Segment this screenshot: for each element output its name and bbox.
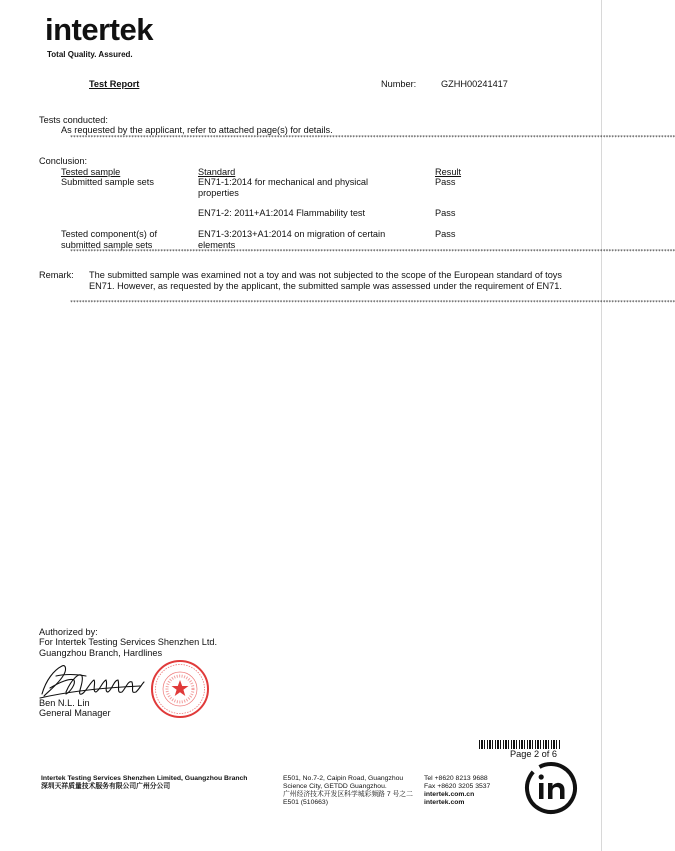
- tests-conducted-text: As requested by the applicant, refer to attached page(s) for details.: [61, 125, 333, 135]
- row1-result: Pass: [435, 177, 456, 187]
- footer-address-line3: 广州经济技术开发区科学城彩频路 7 号之二: [283, 791, 413, 798]
- report-number: GZHH00241417: [441, 79, 508, 89]
- logo-tagline: Total Quality. Assured.: [47, 50, 133, 59]
- remark-text: The submitted sample was examined not a toy and was not subjected to the scope of the European standard of toys EN71. However, as requested by the applicant, the submitted sample was assessed under the requirement of EN71.: [89, 270, 562, 291]
- footer-website-cn[interactable]: intertek.com.cn: [424, 791, 475, 798]
- footer-address: [283, 775, 413, 807]
- barcode: [479, 740, 561, 749]
- row1-standard: EN71-1:2014 for mechanical and physical properties: [198, 177, 369, 198]
- row2-result: Pass: [435, 208, 456, 218]
- footer-company-en: Intertek Testing Services Shenzhen Limited, Guangzhou Branch: [41, 775, 248, 782]
- footer-company: [41, 775, 247, 791]
- tests-conducted-label: Tests conducted:: [39, 115, 108, 125]
- authorizing-company: For Intertek Testing Services Shenzhen Ltd.: [39, 637, 218, 647]
- intertek-logo: intertek: [45, 12, 153, 47]
- footer-address-line1: E501, No.7-2, Caipin Road, Guangzhou: [283, 775, 404, 782]
- signatory-name: Ben N.L. Lin: [39, 698, 90, 708]
- authorized-by-label: Authorized by:: [39, 627, 98, 637]
- col-standard: Standard: [198, 167, 236, 177]
- number-label: Number:: [381, 79, 417, 89]
- intertek-in-emblem: [523, 760, 579, 816]
- remark-label: Remark:: [39, 270, 74, 280]
- separator-line: ****************************************************************************************************************************************************************************************************************: [70, 300, 675, 306]
- row1-sample: Submitted sample sets: [61, 177, 154, 187]
- col-tested-sample: Tested sample: [61, 167, 121, 177]
- company-seal-stamp: [150, 659, 210, 719]
- separator-line: ****************************************************************************************************************************************************************************************************************: [70, 135, 675, 141]
- footer-contact: [424, 775, 490, 807]
- row3-standard: EN71-3:2013+A1:2014 on migration of certain elements: [198, 229, 386, 250]
- authorizing-branch: Guangzhou Branch, Hardlines: [39, 648, 163, 658]
- footer-tel: Tel +8620 8213 9688: [424, 775, 488, 782]
- conclusion-label: Conclusion:: [39, 156, 88, 166]
- row2-standard: EN71-2: 2011+A1:2014 Flammability test: [198, 208, 366, 218]
- footer-address-line2: Science City, GETDD Guangzhou.: [283, 783, 387, 790]
- col-result: Result: [435, 167, 462, 177]
- signatory-title: General Manager: [39, 708, 111, 718]
- report-title: Test Report: [89, 79, 140, 89]
- row3-sample: Tested component(s) of submitted sample sets: [61, 229, 158, 250]
- row3-result: Pass: [435, 229, 456, 239]
- footer-company-cn: 深圳天祥质量技术服务有限公司广州分公司: [41, 783, 171, 790]
- separator-line: ****************************************************************************************************************************************************************************************************************: [70, 249, 675, 255]
- footer-website[interactable]: intertek.com: [424, 799, 465, 806]
- footer-fax: Fax +8620 3205 3537: [424, 783, 491, 790]
- footer-address-line4: E501 (510663): [283, 799, 328, 806]
- page-indicator: Page 2 of 6: [510, 749, 557, 759]
